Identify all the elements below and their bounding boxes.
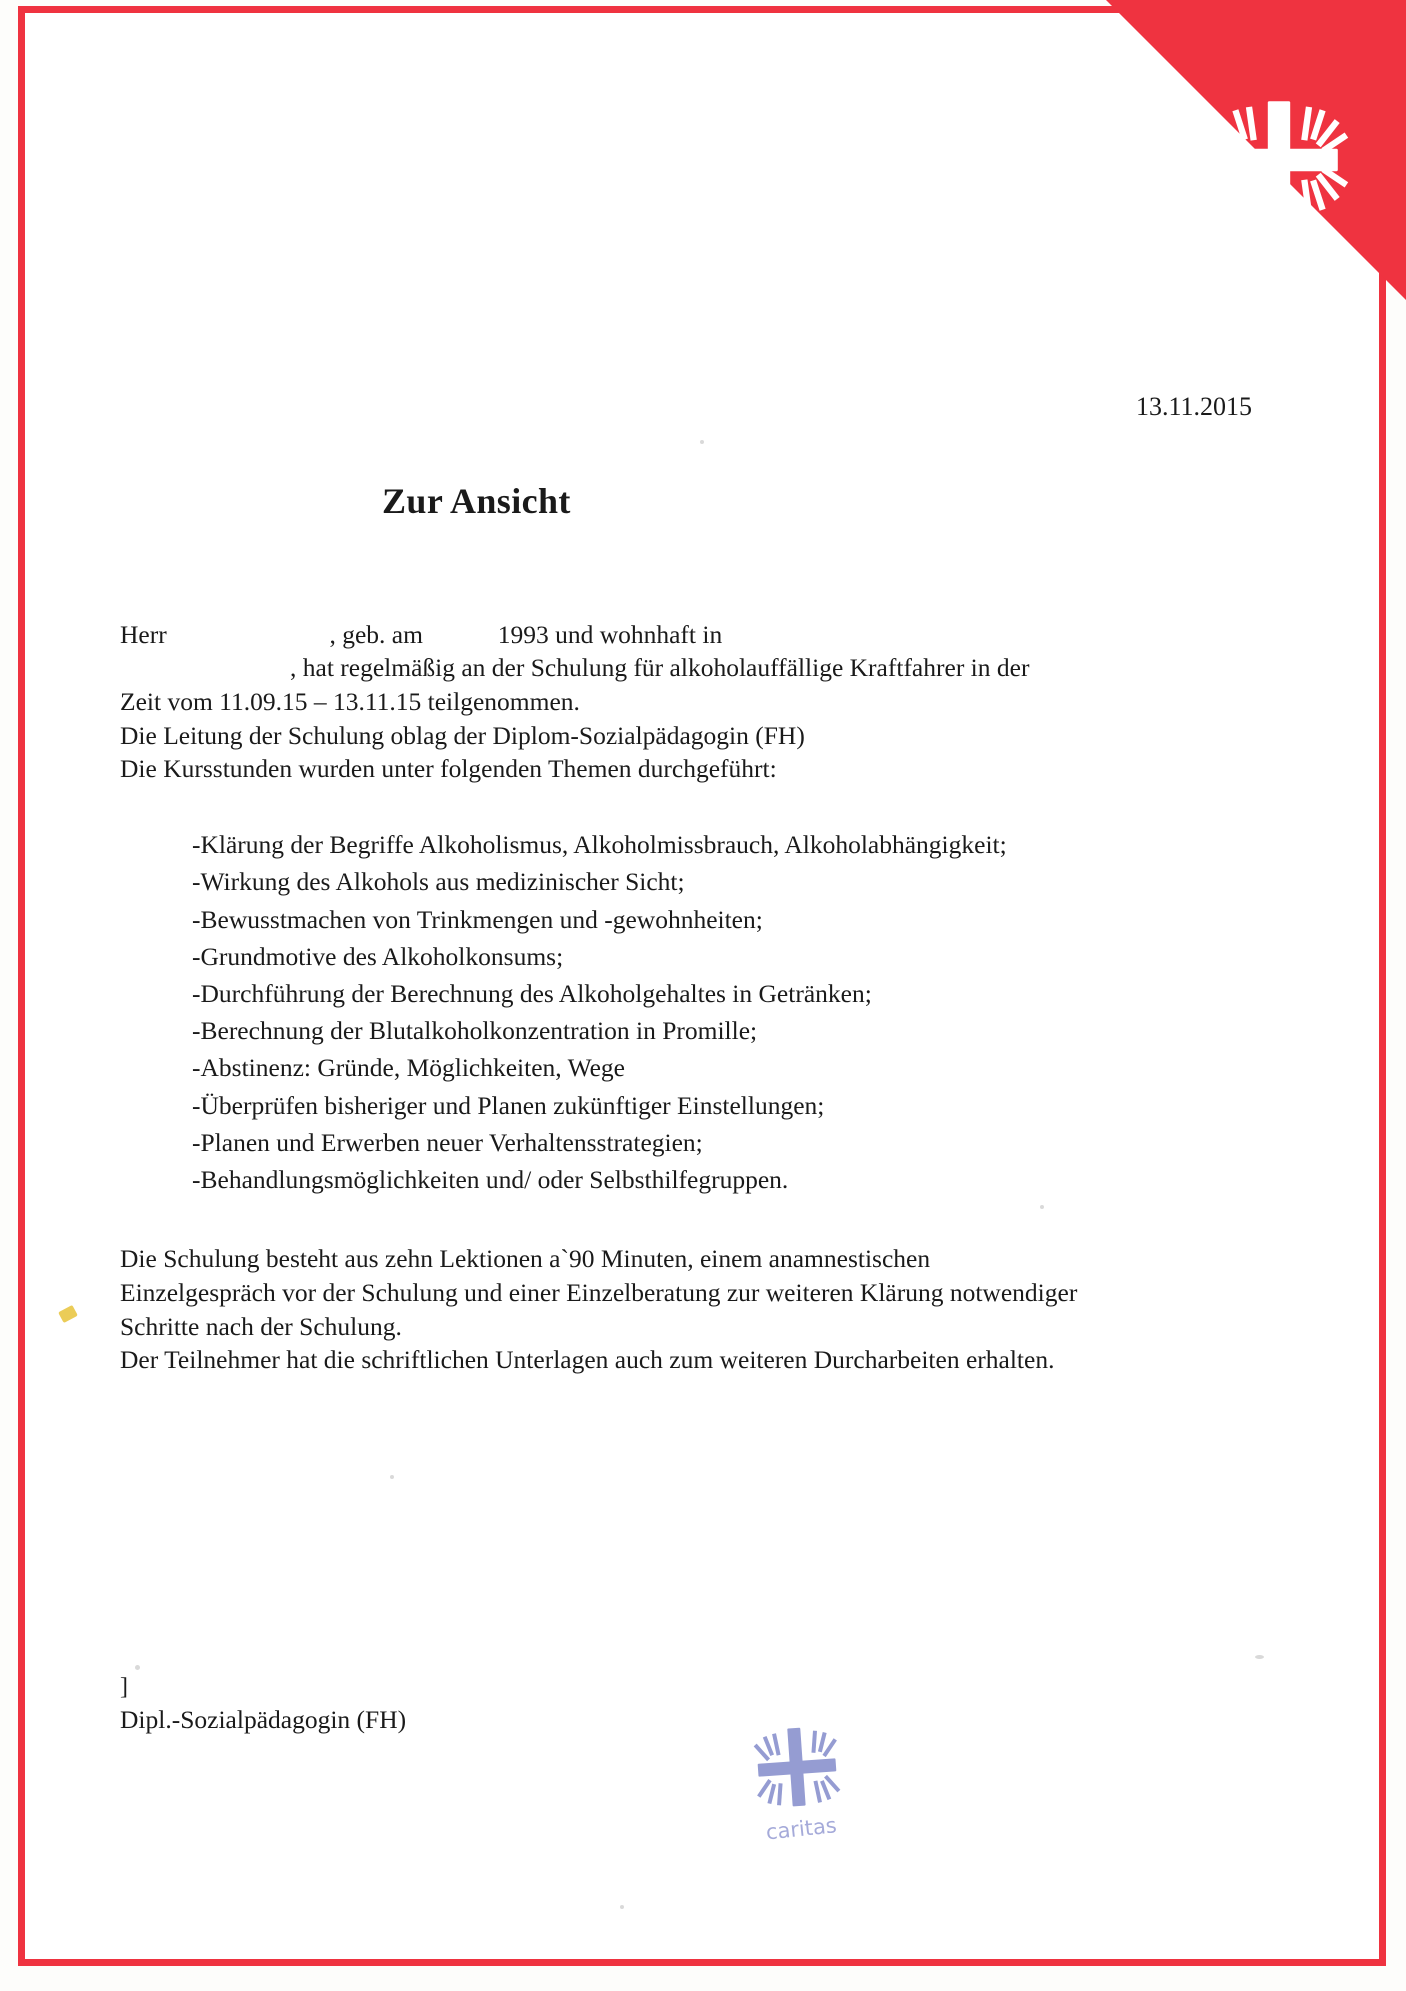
list-item: -Behandlungsmöglichkeiten und/ oder Selbsthilfegruppen. (192, 1165, 789, 1195)
scan-speckle (390, 1475, 394, 1479)
intro-birth-year: 1993 und wohnhaft in (497, 619, 723, 649)
signature-role: Dipl.-Sozialpädagogin (FH) (120, 1705, 407, 1735)
redacted-birthdate (429, 626, 491, 648)
closing-paragraph (120, 1242, 1280, 1377)
intro-birth-label: , geb. am (329, 619, 423, 649)
caritas-logo (1204, 90, 1354, 280)
scan-speckle (1040, 1205, 1044, 1209)
list-item: -Durchführung der Berechnung des Alkoholgehaltes in Getränken; (192, 978, 872, 1008)
closing-line-3: Schritte nach der Schulung. (120, 1311, 402, 1341)
redacted-name (173, 626, 323, 648)
document-body (120, 390, 1280, 1377)
caritas-flame-cross-stamp-icon (738, 1714, 857, 1822)
scan-speckle (620, 1905, 624, 1909)
page-title: Zur Ansicht (382, 481, 571, 522)
intro-line-2: , hat regelmäßig an der Schulung für alkoholauffällige Kraftfahrer in der (290, 653, 1030, 683)
scan-speckle (1255, 1655, 1264, 1659)
intro-salutation: Herr (120, 619, 167, 649)
topic-list (192, 826, 1280, 1198)
caritas-flame-cross-icon (1209, 90, 1349, 230)
list-item: -Überprüfen bisheriger und Planen zukünftiger Einstellungen; (192, 1090, 825, 1120)
intro-line-1 (120, 618, 1280, 652)
closing-line-1: Die Schulung besteht aus zehn Lektionen a`90 Minuten, einem anamnestischen (120, 1244, 931, 1274)
document-date: 13.11.2015 (1135, 392, 1252, 421)
list-item: -Grundmotive des Alkoholkonsums; (192, 941, 564, 971)
list-item: -Planen und Erwerben neuer Verhaltensstrategien; (192, 1127, 703, 1157)
list-item: -Wirkung des Alkohols aus medizinischer Sicht; (192, 867, 685, 897)
intro-line-3: Zeit vom 11.09.15 – 13.11.15 teilgenommen. (120, 687, 580, 717)
ink-stamp (738, 1714, 859, 1850)
list-item: -Abstinenz: Gründe, Möglichkeiten, Wege (192, 1053, 625, 1083)
list-item: -Bewusstmachen von Trinkmengen und -gewohnheiten; (192, 904, 763, 934)
list-item: -Klärung der Begriffe Alkoholismus, Alkoholmissbrauch, Alkoholabhängigkeit; (192, 830, 1007, 860)
scan-speckle (700, 440, 704, 444)
intro-line-5: Die Kursstunden wurden unter folgenden Themen durchgeführt: (120, 754, 777, 784)
signature-block (120, 1672, 406, 1736)
intro-line-4: Die Leitung der Schulung oblag der Diplom-Sozialpädagogin (FH) (120, 720, 805, 750)
scan-speckle (135, 1665, 140, 1670)
signature-mark: ] (120, 1674, 128, 1700)
list-item: -Berechnung der Blutalkoholkonzentration in Promille; (192, 1016, 758, 1046)
stamp-wordmark: caritas (764, 1813, 838, 1845)
closing-line-4: Der Teilnehmer hat die schriftlichen Unterlagen auch zum weiteren Durcharbeiten erhalten. (120, 1345, 1055, 1375)
caritas-wordmark: caritas (1206, 233, 1352, 282)
closing-line-2: Einzelgespräch vor der Schulung und einer Einzelberatung zur weiteren Klärung notwendiger (120, 1277, 1078, 1307)
